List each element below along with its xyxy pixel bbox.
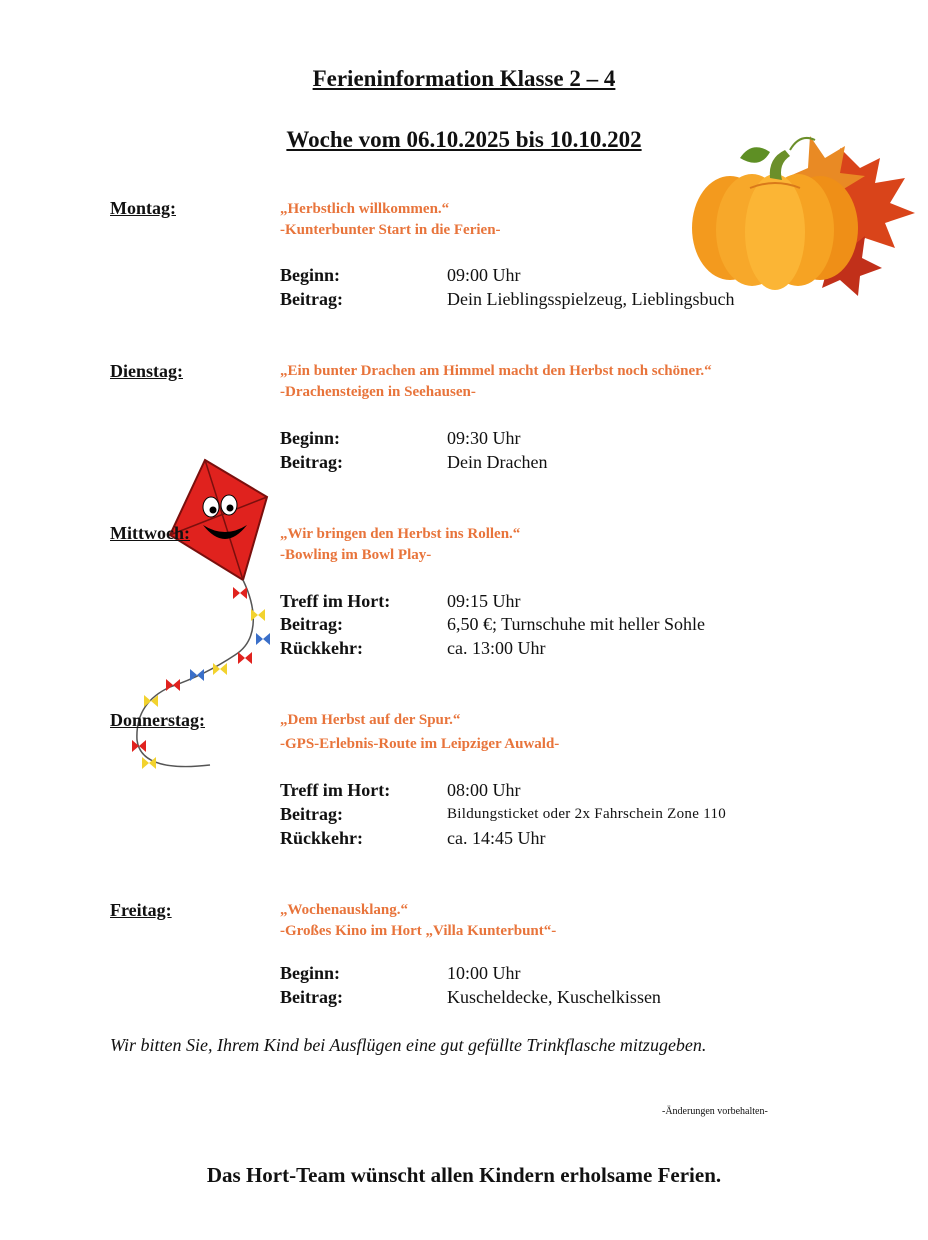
label-treff-thursday: Treff im Hort:: [280, 780, 391, 800]
label-beitrag-tuesday: Beitrag:: [280, 452, 343, 472]
day-label-tuesday: Dienstag:: [110, 361, 183, 381]
value-beitrag-tuesday: Dein Drachen: [447, 452, 548, 472]
activity-friday: -Großes Kino im Hort „Villa Kunterbunt“-: [280, 923, 557, 939]
label-rueckkehr-thursday: Rückkehr:: [280, 828, 364, 848]
page-title: Ferieninformation Klasse 2 – 4: [312, 66, 616, 91]
motto-monday: „Herbstlich willkommen.“: [280, 201, 450, 217]
motto-wednesday: „Wir bringen den Herbst ins Rollen.“: [280, 526, 521, 542]
activity-monday: -Kunterbunter Start in die Ferien-: [280, 222, 501, 238]
value-beginn-tuesday: 09:30 Uhr: [447, 428, 521, 448]
label-beitrag-monday: Beitrag:: [280, 289, 343, 309]
week-heading: Woche vom 06.10.2025 bis 10.10.202: [286, 127, 642, 152]
label-rueckkehr-wednesday: Rückkehr:: [280, 638, 364, 658]
footer-greeting: Das Hort-Team wünscht allen Kindern erholsame Ferien.: [206, 1163, 722, 1187]
pumpkin-icon: [690, 128, 928, 300]
label-beginn-tuesday: Beginn:: [280, 428, 341, 448]
activity-wednesday: -Bowling im Bowl Play-: [280, 547, 432, 563]
label-beitrag-friday: Beitrag:: [280, 987, 343, 1007]
motto-friday: „Wochenausklang.“: [280, 902, 408, 918]
label-beitrag-wednesday: Beitrag:: [280, 614, 343, 634]
label-beitrag-thursday: Beitrag:: [280, 804, 343, 824]
value-rueckkehr-wednesday: ca. 13:00 Uhr: [447, 638, 546, 658]
value-rueckkehr-thursday: ca. 14:45 Uhr: [447, 828, 546, 848]
kite-icon: [125, 455, 285, 780]
day-label-friday: Freitag:: [110, 900, 172, 920]
day-label-thursday: Donnerstag:: [110, 710, 205, 730]
motto-tuesday: „Ein bunter Drachen am Himmel macht den Herbst noch schöner.“: [280, 363, 712, 379]
label-treff-wednesday: Treff im Hort:: [280, 591, 391, 611]
value-treff-thursday: 08:00 Uhr: [447, 780, 521, 800]
motto-thursday: „Dem Herbst auf der Spur.“: [280, 712, 461, 728]
day-label-wednesday: Mittwoch:: [110, 523, 190, 543]
activity-thursday: -GPS-Erlebnis-Route im Leipziger Auwald-: [280, 736, 560, 752]
label-beginn-friday: Beginn:: [280, 963, 341, 983]
label-beginn-monday: Beginn:: [280, 265, 341, 285]
value-beitrag-thursday: Bildungsticket oder 2x Fahrschein Zone 110: [447, 806, 727, 822]
value-treff-wednesday: 09:15 Uhr: [447, 591, 521, 611]
value-beginn-monday: 09:00 Uhr: [447, 265, 521, 285]
value-beginn-friday: 10:00 Uhr: [447, 963, 521, 983]
disclaimer: -Änderungen vorbehalten-: [662, 1106, 768, 1117]
bottle-note: Wir bitten Sie, Ihrem Kind bei Ausflügen eine gut gefüllte Trinkflasche mitzugeben.: [110, 1035, 707, 1055]
day-label-monday: Montag:: [110, 198, 176, 218]
value-beitrag-friday: Kuscheldecke, Kuschelkissen: [447, 987, 661, 1007]
activity-tuesday: -Drachensteigen in Seehausen-: [280, 384, 476, 400]
value-beitrag-monday: Dein Lieblingsspielzeug, Lieblingsbuch: [447, 289, 735, 309]
value-beitrag-wednesday: 6,50 €; Turnschuhe mit heller Sohle: [447, 614, 705, 634]
